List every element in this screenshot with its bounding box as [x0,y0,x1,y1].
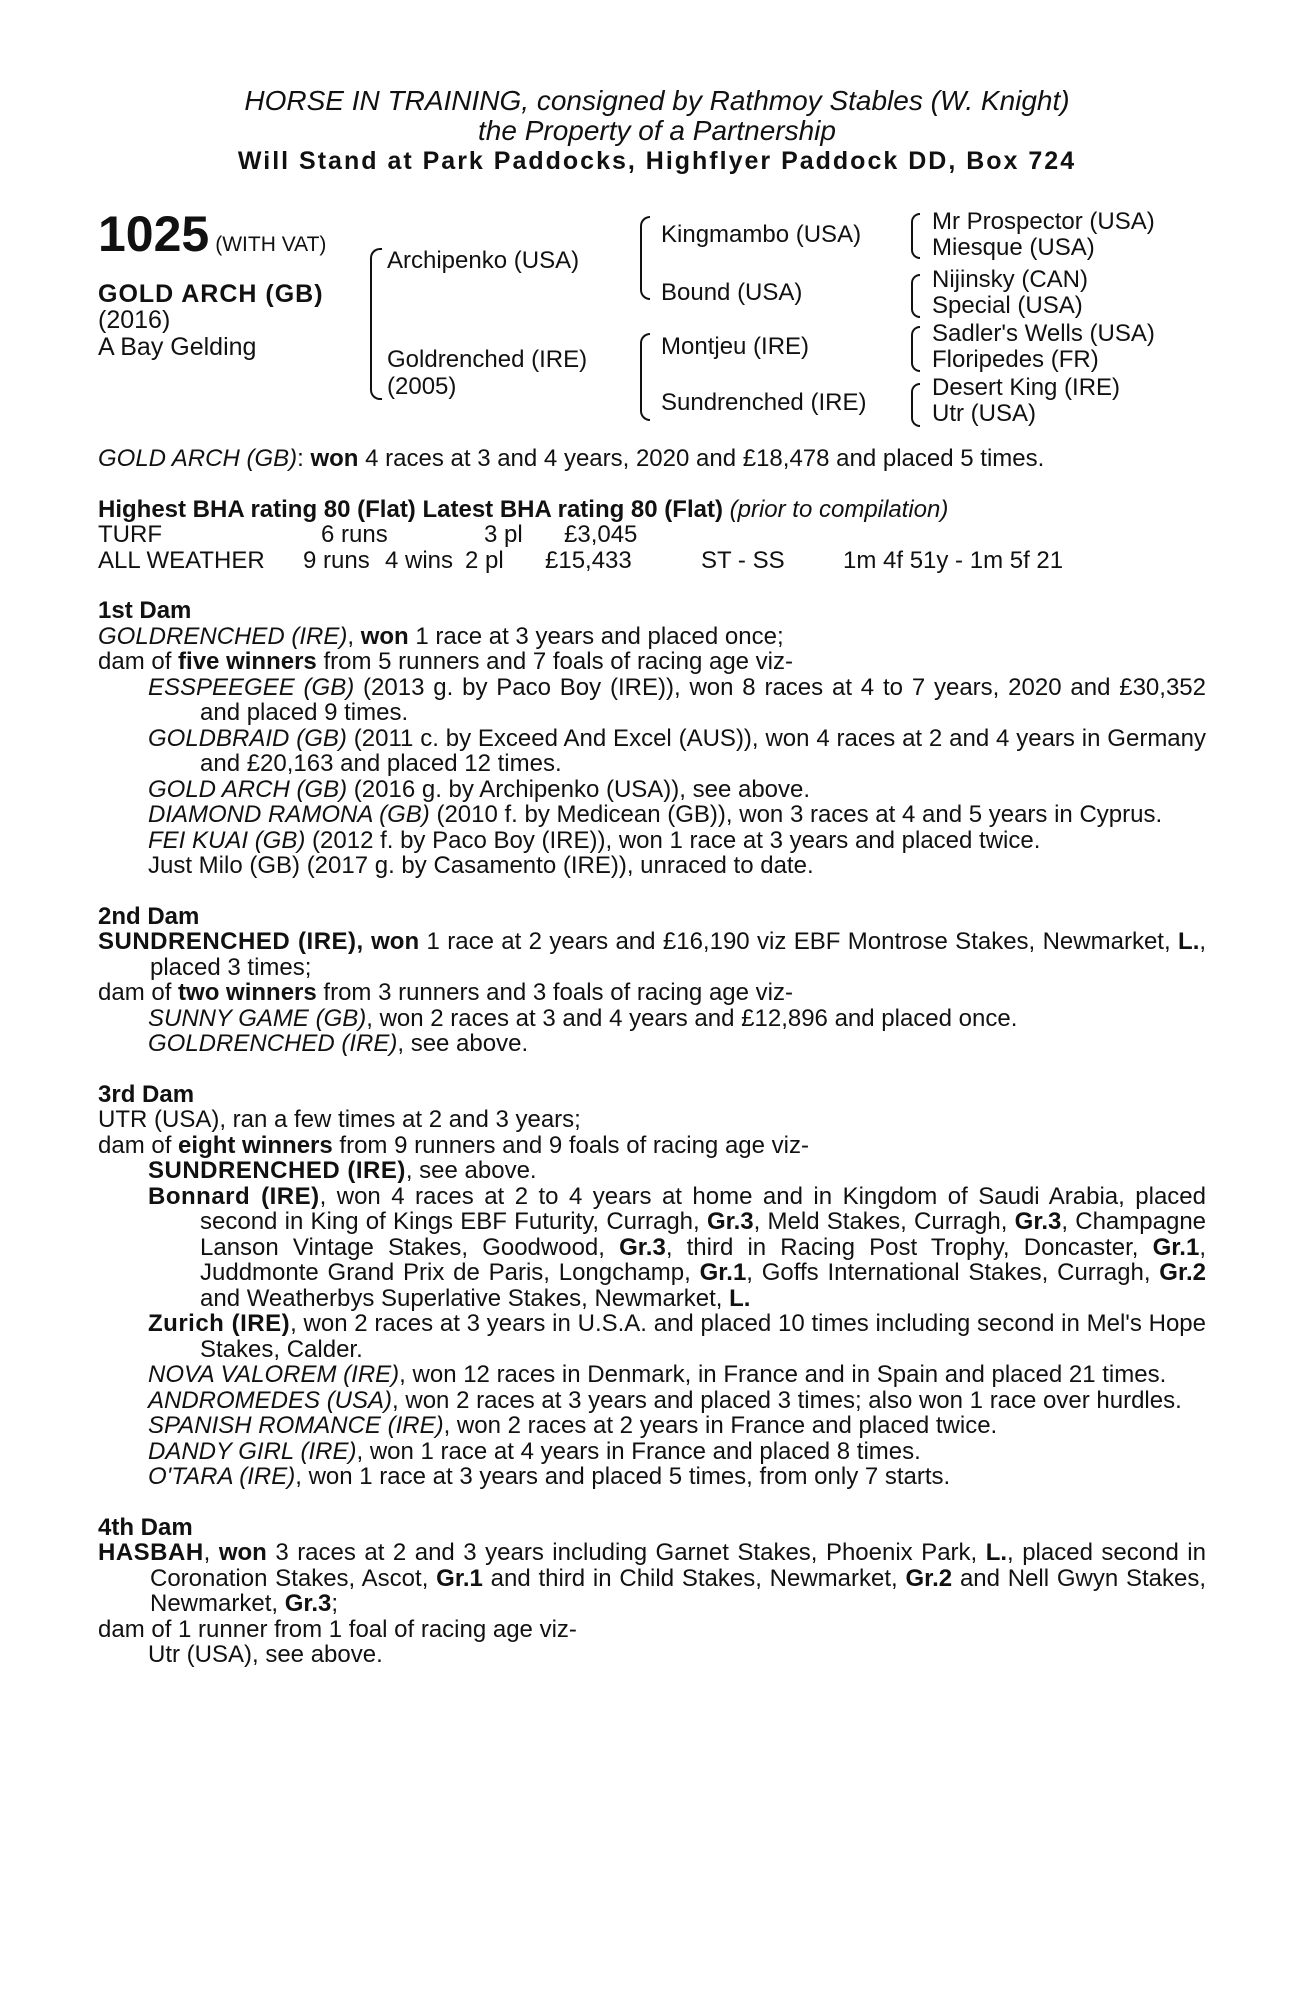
pedigree-g7: Desert King (IRE) [932,374,1121,401]
consignor-line: HORSE IN TRAINING, consigned by Rathmoy Stables (W. Knight) [244,85,1070,116]
pedigree-g1: Mr Prospector (USA) [932,208,1155,235]
pedigree-g6: Floripedes (FR) [932,346,1099,373]
lot-number: 1025 [98,206,210,262]
offspring-entry: GOLDBRAID (GB) (2011 c. by Exceed And Excel (AUS)), won 4 races at 2 and 4 years in Germany and £20,163 and placed 12 times. [148,724,1207,777]
fourth-dam-produce-summary: dam of 1 runner from 1 foal of racing age viz- [98,1615,577,1643]
pedigree-bracket [370,248,382,400]
third-dam-record: UTR (USA), ran a few times at 2 and 3 years; [98,1106,581,1133]
pedigree-g4: Special (USA) [932,292,1083,319]
second-dam-record: SUNDRENCHED (IRE), won 1 race at 2 years and £16,190 viz EBF Montrose Stakes, Newmarket, L., placed 3 times; [98,928,1207,981]
first-dam-heading: 1st Dam [98,597,192,624]
offspring-entry: O'TARA (IRE), won 1 race at 3 years and placed 5 times, from only 7 starts. [148,1463,951,1490]
offspring-entry: GOLDRENCHED (IRE), see above. [148,1030,529,1057]
offspring-entry: SUNDRENCHED (IRE), see above. [148,1157,537,1184]
offspring-entry: Bonnard (IRE), won 4 races at 2 to 4 years at home and in Kingdom of Saudi Arabia, placed second in King of Kings EBF Futurity, Curragh, Gr.3, Meld Stakes, Curragh, Gr.3, Champagne Lanson Vintage Stakes, Goodwood, Gr.3, third in Racing Post Trophy, Doncaster, Gr.1, Juddmonte Grand Prix de Paris, Longchamp, Gr.1, Goffs International Stakes, Curragh, Gr.2 and Weatherbys Superlative Stakes, Newmarket, L. [148,1182,1207,1312]
offspring-entry: SUNNY GAME (GB), won 2 races at 3 and 4 years and £12,896 and placed once. [148,1004,1018,1032]
pedigree-sire-dam: Bound (USA) [661,279,803,306]
offspring-entry: Zurich (IRE), won 2 races at 3 years in U.S.A. and placed 10 times including second in Mel's Hope Stakes, Calder. [148,1310,1207,1363]
rating-line: Highest BHA rating 80 (Flat) Latest BHA rating 80 (Flat) (prior to compilation) [98,495,949,523]
first-dam-produce-summary: dam of five winners from 5 runners and 7 foals of racing age viz- [98,648,794,675]
pedigree-bracket [911,213,920,259]
horse-name: GOLD ARCH (GB) [98,280,324,308]
offspring-entry: Utr (USA), see above. [148,1641,383,1668]
fourth-dam-heading: 4th Dam [98,1513,193,1541]
summary-line: GOLD ARCH (GB): won 4 races at 3 and 4 years, 2020 and £18,478 and placed 5 times. [98,445,1045,472]
lot-number-block [98,206,326,273]
offspring-entry: SPANISH ROMANCE (IRE), won 2 races at 2 years in France and placed twice. [148,1412,998,1439]
pedigree-bracket [911,383,920,427]
pedigree-g8: Utr (USA) [932,400,1036,427]
offspring-entry: GOLD ARCH (GB) (2016 g. by Archipenko (USA)), see above. [148,775,811,803]
all-weather-stats: ALL WEATHER 9 runs 4 wins 2 pl £15,433 ST - SS 1m 4f 51y - 1m 5f 21 [98,546,1064,574]
pedigree-bracket [640,333,650,421]
pedigree-dam-year: (2005) [387,373,457,400]
horse-year: (2016) [98,306,171,334]
offspring-entry: DANDY GIRL (IRE), won 1 race at 4 years in France and placed 8 times. [148,1437,921,1465]
third-dam-heading: 3rd Dam [98,1080,195,1108]
pedigree-bracket [911,274,920,318]
second-dam-produce-summary: dam of two winners from 3 runners and 3 foals of racing age viz- [98,979,793,1006]
offspring-entry: Just Milo (GB) (2017 g. by Casamento (IRE)), unraced to date. [148,852,814,879]
pedigree-g3: Nijinsky (CAN) [932,266,1088,293]
pedigree-dam-sire: Montjeu (IRE) [661,333,810,360]
offspring-entry: DIAMOND RAMONA (GB) (2010 f. by Medicean (GB)), won 3 races at 4 and 5 years in Cyprus. [148,801,1163,828]
stabling-line: Will Stand at Park Paddocks, Highflyer Paddock DD, Box 724 [237,147,1077,175]
offspring-entry: ANDROMEDES (USA), won 2 races at 3 years and placed 3 times; also won 1 race over hurdles. [148,1386,1182,1414]
first-dam-record: GOLDRENCHED (IRE), won 1 race at 3 years and placed once; [98,622,784,650]
race-record-body [98,446,1206,1668]
pedigree-bracket [640,216,650,300]
vat-label: (WITH VAT) [215,233,327,256]
turf-stats: TURF 6 runs 3 pl £3,045 [98,521,638,548]
horse-description: A Bay Gelding [98,333,257,361]
offspring-entry: FEI KUAI (GB) (2012 f. by Paco Boy (IRE)), won 1 race at 3 years and placed twice. [148,826,1041,854]
pedigree-g2: Miesque (USA) [932,234,1095,261]
pedigree-sire-sire: Kingmambo (USA) [661,221,862,248]
fourth-dam-record: HASBAH, won 3 races at 2 and 3 years including Garnet Stakes, Phoenix Park, L., placed second in Coronation Stakes, Ascot, Gr.1 and third in Child Stakes, Newmarket, Gr.2 and Nell Gwyn Stakes, Newmarket, Gr.3; [98,1539,1207,1617]
pedigree-bracket [911,326,920,372]
pedigree-sire: Archipenko (USA) [387,247,580,274]
offspring-entry: NOVA VALOREM (IRE), won 12 races in Denmark, in France and in Spain and placed 21 times. [148,1361,1167,1388]
pedigree-g5: Sadler's Wells (USA) [932,320,1155,347]
second-dam-heading: 2nd Dam [98,902,200,930]
pedigree-dam: Goldrenched (IRE) [387,346,588,373]
offspring-entry: ESSPEEGEE (GB) (2013 g. by Paco Boy (IRE)), won 8 races at 4 to 7 years, 2020 and £30,352 and placed 9 times. [148,673,1206,726]
third-dam-produce-summary: dam of eight winners from 9 runners and 9 foals of racing age viz- [98,1131,809,1159]
pedigree-dam-dam: Sundrenched (IRE) [661,389,867,416]
ownership-line: the Property of a Partnership [478,115,836,146]
